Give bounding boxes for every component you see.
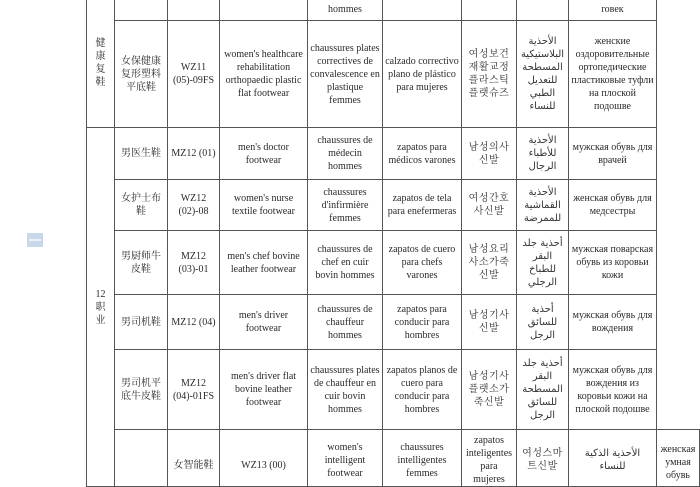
term-ko: 여성간호 사신발 xyxy=(462,180,517,231)
table-row xyxy=(87,231,700,295)
term-code: WZ11 (05)-09FS xyxy=(168,21,220,128)
table-row xyxy=(87,21,700,128)
term-fr: chaussures d'infirmière femmes xyxy=(308,180,383,231)
term-ru: мужская обувь для врачей xyxy=(569,128,657,180)
term-zh: 女护士布鞋 xyxy=(115,180,168,231)
term-zh: 女保健康复形塑料平底鞋 xyxy=(115,21,168,128)
table-row xyxy=(87,128,700,180)
term-fr: chaussures intelligentes femmes xyxy=(383,430,462,487)
term-zh: 女智能鞋 xyxy=(168,430,220,487)
term-fr: chaussures de chef en cuir bovin hommes xyxy=(308,231,383,295)
category-cell xyxy=(87,128,115,487)
term-ko: 남성기사 신발 xyxy=(462,295,517,350)
term-ko: 남성의사 신발 xyxy=(462,128,517,180)
term-en: women's healthcare rehabilitation orthopaedic plastic flat footwear xyxy=(220,21,308,128)
term-code: WZ13 (00) xyxy=(220,430,308,487)
term-code: MZ12 (04)-01FS xyxy=(168,350,220,430)
table-row xyxy=(87,180,700,231)
term-ko: 남성기사 플랫소가 죽신발 xyxy=(462,350,517,430)
term-ru: женская обувь для медсестры xyxy=(569,180,657,231)
term-ar: الأحذية الذكية للنساء xyxy=(569,430,657,487)
term-ar: الأحذية القماشية للممرضة xyxy=(517,180,569,231)
term-es: zapatos inteligentes para mujeres xyxy=(462,430,517,487)
term-en: men's driver flat bovine leather footwear xyxy=(220,350,308,430)
term-en: men's chef bovine leather footwear xyxy=(220,231,308,295)
category-cell xyxy=(87,0,115,128)
shoe-terms-table xyxy=(86,0,700,487)
table-row xyxy=(87,430,700,487)
term-en: women's intelligent footwear xyxy=(308,430,383,487)
term-ru: мужская поварская обувь из коровьи кожи xyxy=(569,231,657,295)
fragment-fr: hommes xyxy=(308,0,383,21)
term-ar: الأحذية للأطباء الرجال xyxy=(517,128,569,180)
term-code: MZ12 (03)-01 xyxy=(168,231,220,295)
term-en: men's driver footwear xyxy=(220,295,308,350)
term-ko: 여성스마 트신발 xyxy=(517,430,569,487)
table-row xyxy=(87,0,700,21)
term-fr: chaussures plates de chauffeur en cuir bovin hommes xyxy=(308,350,383,430)
fragment-ru: rовек xyxy=(569,0,657,21)
term-code: MZ12 (01) xyxy=(168,128,220,180)
table-row xyxy=(87,295,700,350)
term-es: zapatos de tela para enefermeras xyxy=(383,180,462,231)
term-ar: الأحذية البلاستيكية المسطحة للتعديل الطبي للنساء xyxy=(517,21,569,128)
term-es: zapatos para médicos varones xyxy=(383,128,462,180)
category-label: 12 职业 xyxy=(95,288,106,326)
term-es: zapatos planos de cuero para conducir para hombres xyxy=(383,350,462,430)
page-marker-icon xyxy=(27,233,43,247)
term-ar: أحذية للسائق الرجل xyxy=(517,295,569,350)
term-ar: أحذية جلد البقر للطباخ الرجلي xyxy=(517,231,569,295)
term-code: MZ12 (04) xyxy=(168,295,220,350)
term-es: calzado correctivo plano de plástico para mujeres xyxy=(383,21,462,128)
term-fr: chaussures plates correctives de convalescence en plastique femmes xyxy=(308,21,383,128)
term-ru: женские оздоровительные ортопедические пластиковые туфли на плоской подошве xyxy=(569,21,657,128)
term-zh: 男医生鞋 xyxy=(115,128,168,180)
term-ar: أحذية جلد البقر المسطحة للسائق الرجل xyxy=(517,350,569,430)
term-ru: мужская обувь для вождения из коровьи кожи на плоской подошве xyxy=(569,350,657,430)
term-zh: 男厨师牛皮鞋 xyxy=(115,231,168,295)
term-fr: chaussures de chauffeur hommes xyxy=(308,295,383,350)
term-zh: 男司机平底牛皮鞋 xyxy=(115,350,168,430)
term-ru: мужская обувь для вождения xyxy=(569,295,657,350)
term-ko: 남성요리 사소가죽 신발 xyxy=(462,231,517,295)
term-fr: chaussures de médecin hommes xyxy=(308,128,383,180)
term-en: women's nurse textile footwear xyxy=(220,180,308,231)
term-es: zapatos para conducir para hombres xyxy=(383,295,462,350)
term-code: WZ12 (02)-08 xyxy=(168,180,220,231)
term-en: men's doctor footwear xyxy=(220,128,308,180)
term-ko: 여성보건 재활교정 플라스틱 플랫슈즈 xyxy=(462,21,517,128)
term-es: zapatos de cuero para chefs varones xyxy=(383,231,462,295)
table-row xyxy=(87,350,700,430)
category-label: 健康复鞋 xyxy=(95,38,106,88)
term-zh: 男司机鞋 xyxy=(115,295,168,350)
term-ru: женская умная обувь xyxy=(657,430,700,487)
